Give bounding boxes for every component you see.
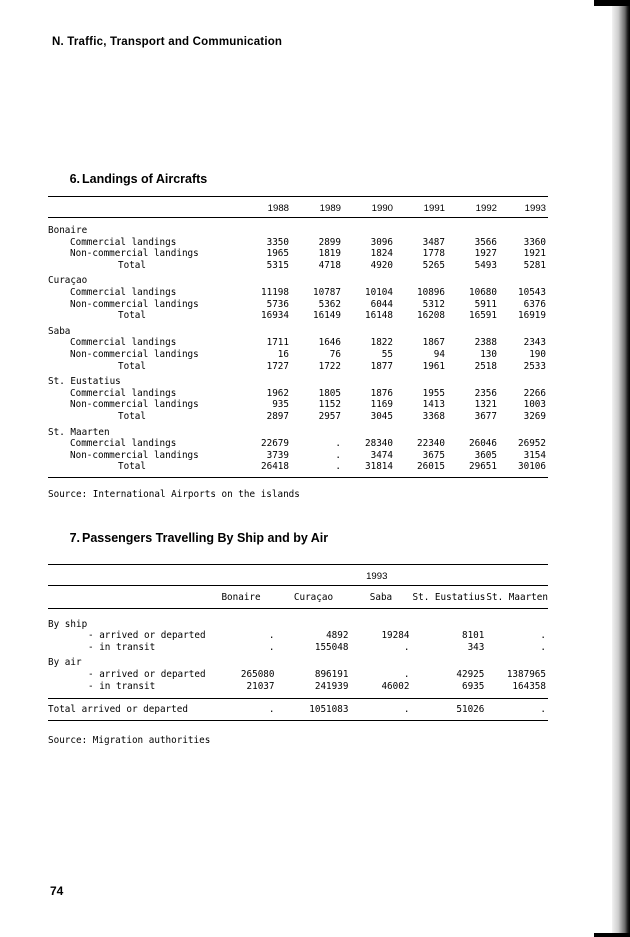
cell: 29651	[469, 461, 497, 473]
table-row	[48, 669, 548, 681]
page-number: 74	[50, 884, 64, 898]
cell: .	[540, 641, 546, 653]
cell: 94	[433, 349, 445, 361]
group-name-curacao: Curaçao	[48, 275, 88, 287]
cell: .	[335, 438, 341, 450]
cell: 3045	[370, 410, 393, 422]
cell: 1962	[266, 387, 289, 399]
table7-year-header-row	[48, 567, 548, 586]
cell: 5493	[474, 259, 497, 271]
table-row	[48, 411, 548, 423]
row-label-commercial: Commercial landings	[70, 236, 177, 248]
cell: 1727	[266, 360, 289, 372]
row-label-commercial: Commercial landings	[70, 387, 177, 399]
row-label-non-commercial: Non-commercial landings	[70, 449, 199, 461]
cell: 1722	[318, 360, 341, 372]
group-name-st-maarten: St. Maarten	[48, 426, 110, 438]
table-row	[48, 681, 548, 693]
cell: 10543	[518, 287, 546, 299]
table7-title-text: Passengers Travelling By Ship and by Air	[82, 531, 329, 545]
cell: 130	[480, 349, 497, 361]
cell: 16	[277, 349, 289, 361]
table6-group-header	[48, 427, 548, 439]
group-name-st-eustatius: St. Eustatius	[48, 376, 121, 388]
cell: 3739	[266, 449, 289, 461]
cell: 26952	[518, 438, 546, 450]
cell: 3474	[370, 449, 393, 461]
cell: 241939	[314, 680, 349, 692]
cell: 16208	[417, 310, 445, 322]
cell: 55	[381, 349, 393, 361]
cell: 1955	[422, 387, 445, 399]
table7-column-header-row	[48, 587, 548, 608]
section-name-by-ship: By ship	[48, 618, 88, 630]
table6-col-1989: 1989	[319, 202, 341, 214]
table-row	[48, 630, 548, 642]
cell: 26046	[469, 438, 497, 450]
table7-container	[48, 564, 548, 722]
cell: 1819	[318, 248, 341, 260]
table-row	[48, 438, 548, 450]
table6-title-text: Landings of Aircrafts	[82, 172, 208, 186]
cell: 10104	[365, 287, 393, 299]
cell: 1169	[370, 399, 393, 411]
table6-title	[52, 172, 207, 186]
cell: 1387965	[506, 668, 546, 680]
row-label-non-commercial: Non-commercial landings	[70, 349, 199, 361]
table6-col-1991: 1991	[423, 202, 445, 214]
cell: 5315	[266, 259, 289, 271]
cell: 5736	[266, 298, 289, 310]
table6-container	[48, 196, 548, 480]
cell: 3605	[474, 449, 497, 461]
cell: 30106	[518, 461, 546, 473]
cell: 5362	[318, 298, 341, 310]
row-label-total: Total	[118, 410, 146, 422]
table6-bottom-rule	[48, 477, 548, 479]
cell: .	[268, 630, 275, 642]
cell: 76	[329, 349, 341, 361]
cell: 1824	[370, 248, 393, 260]
table7-number: 7.	[69, 531, 80, 545]
row-label-total: Total	[118, 259, 146, 271]
cell: 2518	[474, 360, 497, 372]
table7	[48, 564, 548, 722]
table-row	[48, 388, 548, 400]
table-row	[48, 310, 548, 322]
table-row	[48, 450, 548, 462]
row-label-arrived-departed: - arrived or departed	[88, 668, 206, 680]
cell: 3269	[523, 410, 546, 422]
row-label-total: Total	[118, 310, 146, 322]
row-label-total-arrived-departed: Total arrived or departed	[48, 704, 188, 716]
table7-source: Source: Migration authorities	[48, 735, 211, 746]
cell: 42925	[456, 668, 485, 680]
row-label-non-commercial: Non-commercial landings	[70, 399, 199, 411]
cell: 1646	[318, 337, 341, 349]
cell: 3154	[523, 449, 546, 461]
cell: .	[540, 630, 546, 642]
table7-col-curacao: Curaçao	[293, 592, 334, 604]
cell: .	[268, 641, 275, 653]
cell: 4892	[326, 630, 349, 642]
cell: 2356	[474, 387, 497, 399]
table7-col-st-maarten: St. Maarten	[486, 592, 548, 604]
cell: 5911	[474, 298, 497, 310]
cell: 11198	[261, 287, 289, 299]
table-row	[48, 461, 548, 473]
cell: 3566	[474, 236, 497, 248]
cell: 343	[467, 641, 485, 653]
table6-group-header	[48, 376, 548, 388]
cell: 935	[272, 399, 289, 411]
page-edge-shadow	[612, 0, 630, 937]
cell: 164358	[512, 680, 546, 692]
cell: 2897	[266, 410, 289, 422]
table6-header-row	[48, 199, 548, 218]
row-label-non-commercial: Non-commercial landings	[70, 248, 199, 260]
table7-section-header	[48, 657, 548, 669]
cell: 3350	[266, 236, 289, 248]
cell: 3368	[422, 410, 445, 422]
spacer	[48, 610, 548, 619]
cell: 190	[529, 349, 546, 361]
cell: 3677	[474, 410, 497, 422]
table-row	[48, 399, 548, 411]
group-name-saba: Saba	[48, 325, 71, 337]
table6-group-header	[48, 326, 548, 338]
row-label-in-transit: - in transit	[88, 680, 156, 692]
table-row	[48, 337, 548, 349]
table6-col-1993: 1993	[524, 202, 546, 214]
chapter-heading: N. Traffic, Transport and Communication	[52, 36, 283, 48]
row-label-total: Total	[118, 360, 146, 372]
cell: 2266	[523, 387, 546, 399]
cell: 1003	[523, 399, 546, 411]
table7-bottom-rule	[48, 720, 548, 722]
cell: 1321	[474, 399, 497, 411]
row-label-total: Total	[118, 461, 146, 473]
cell: 22340	[417, 438, 445, 450]
cell: 10787	[313, 287, 341, 299]
cell: 1867	[422, 337, 445, 349]
cell: 3675	[422, 449, 445, 461]
cell: 4718	[318, 259, 341, 271]
table-row	[48, 287, 548, 299]
cell: 2899	[318, 236, 341, 248]
cell: 4920	[370, 259, 393, 271]
cell: 155048	[314, 641, 349, 653]
cell: 46002	[381, 680, 410, 692]
table-row	[48, 299, 548, 311]
cell: .	[403, 641, 410, 653]
table6-source: Source: International Airports on the islands	[48, 489, 300, 500]
table6-number: 6.	[69, 172, 80, 186]
cell: 1051083	[309, 704, 349, 716]
table7-col-saba: Saba	[369, 592, 393, 604]
table7-col-st-eustatius: St. Eustatius	[412, 592, 486, 604]
cell: 16919	[518, 310, 546, 322]
cell: 16591	[469, 310, 497, 322]
cell: .	[335, 449, 341, 461]
cell: .	[540, 704, 546, 716]
cell: 2388	[474, 337, 497, 349]
cell: 51026	[456, 704, 485, 716]
table-row	[48, 260, 548, 272]
row-label-commercial: Commercial landings	[70, 287, 177, 299]
cell: 1152	[318, 399, 341, 411]
cell: 1822	[370, 337, 393, 349]
cell: .	[268, 704, 275, 716]
cell: 6935	[461, 680, 485, 692]
cell: 16148	[365, 310, 393, 322]
cell: 31814	[365, 461, 393, 473]
cell: 6376	[523, 298, 546, 310]
table7-title	[52, 531, 328, 545]
table-row	[48, 361, 548, 373]
page-edge-top-corner	[594, 0, 630, 6]
cell: 26015	[417, 461, 445, 473]
cell: 22679	[261, 438, 289, 450]
table6-group-header	[48, 225, 548, 237]
table-row	[48, 642, 548, 654]
table6	[48, 196, 548, 480]
cell: 21037	[246, 680, 275, 692]
cell: 1413	[422, 399, 445, 411]
cell: 26418	[261, 461, 289, 473]
table-row	[48, 237, 548, 249]
row-label-in-transit: - in transit	[88, 641, 156, 653]
section-name-by-air: By air	[48, 657, 82, 669]
cell: 10680	[469, 287, 497, 299]
cell: .	[335, 461, 341, 473]
table-row	[48, 349, 548, 361]
cell: 16149	[313, 310, 341, 322]
cell: 5312	[422, 298, 445, 310]
cell: 1778	[422, 248, 445, 260]
cell: 10896	[417, 287, 445, 299]
table7-col-bonaire: Bonaire	[221, 592, 261, 604]
cell: .	[403, 668, 410, 680]
table-row	[48, 248, 548, 260]
table6-group-header	[48, 275, 548, 287]
cell: 1961	[422, 360, 445, 372]
table6-col-1992: 1992	[475, 202, 497, 214]
table6-col-1988: 1988	[267, 202, 289, 214]
cell: 5265	[422, 259, 445, 271]
cell: 1711	[266, 337, 289, 349]
cell: 1965	[266, 248, 289, 260]
cell: 2343	[523, 337, 546, 349]
cell: 1876	[370, 387, 393, 399]
table7-total-row	[48, 704, 548, 716]
cell: 2533	[523, 360, 546, 372]
cell: 265080	[240, 668, 275, 680]
row-label-commercial: Commercial landings	[70, 337, 177, 349]
cell: 28340	[365, 438, 393, 450]
cell: 3096	[370, 236, 393, 248]
cell: 3487	[422, 236, 445, 248]
row-label-arrived-departed: - arrived or departed	[88, 630, 206, 642]
row-label-non-commercial: Non-commercial landings	[70, 298, 199, 310]
cell: .	[403, 704, 410, 716]
table7-year-span: 1993	[366, 570, 388, 582]
cell: 1877	[370, 360, 393, 372]
cell: 1805	[318, 387, 341, 399]
row-label-commercial: Commercial landings	[70, 438, 177, 450]
cell: 1921	[523, 248, 546, 260]
page-edge-bottom-corner	[594, 933, 630, 937]
cell: 6044	[370, 298, 393, 310]
cell: 5281	[523, 259, 546, 271]
cell: 1927	[474, 248, 497, 260]
group-name-bonaire: Bonaire	[48, 225, 88, 237]
cell: 16934	[261, 310, 289, 322]
table6-col-1990: 1990	[371, 202, 393, 214]
cell: 19284	[381, 630, 410, 642]
cell: 2957	[318, 410, 341, 422]
table7-section-header	[48, 619, 548, 631]
cell: 3360	[523, 236, 546, 248]
cell: 8101	[461, 630, 485, 642]
cell: 896191	[314, 668, 349, 680]
